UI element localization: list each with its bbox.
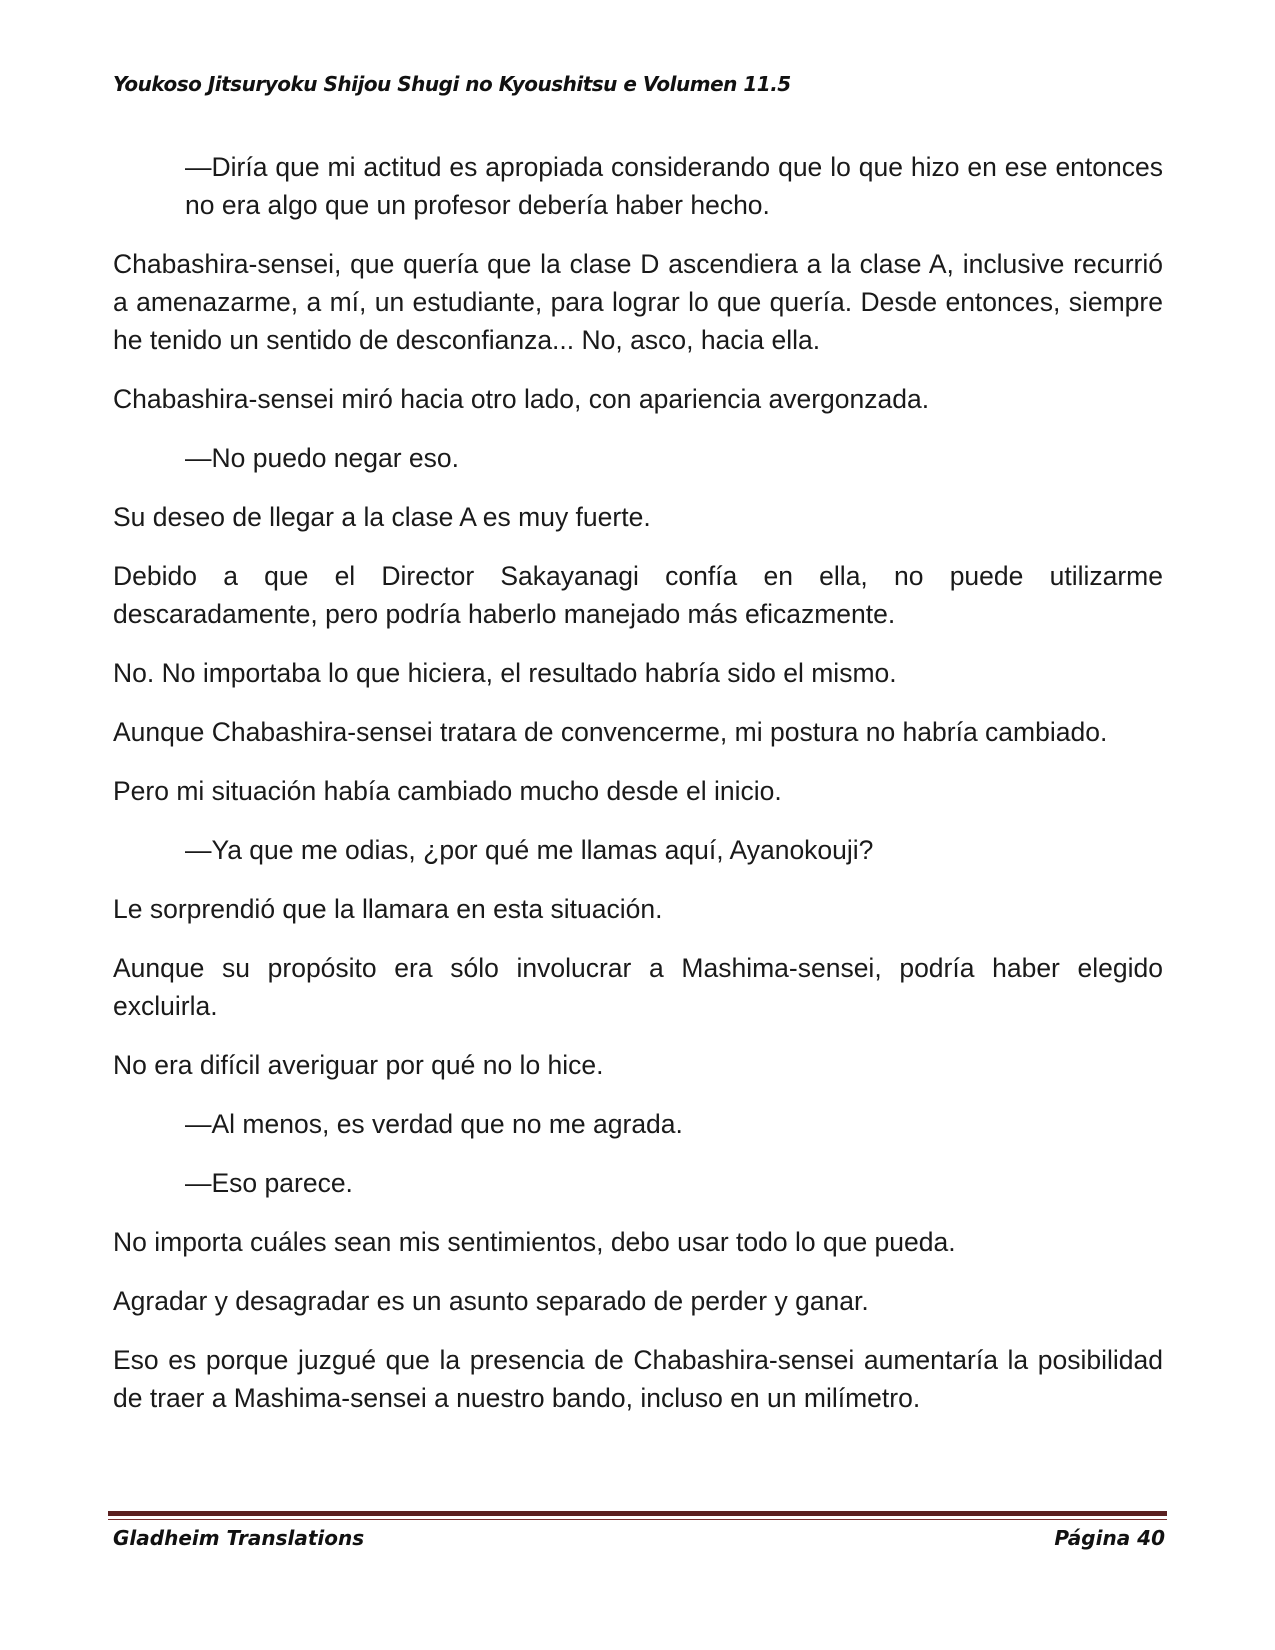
paragraph: Pero mi situación había cambiado mucho desde el inicio.: [113, 776, 782, 806]
paragraph: Chabashira-sensei miró hacia otro lado, con apariencia avergonzada.: [113, 384, 930, 414]
paragraph-dialog: —Diría que mi actitud es apropiada considerando que lo que hizo en ese entonces no era algo que un profesor debería haber hecho.: [185, 152, 1163, 220]
paragraph: No era difícil averiguar por qué no lo hice.: [113, 1050, 604, 1080]
footer-translator: Gladheim Translations: [113, 1526, 365, 1550]
paragraph: Agradar y desagradar es un asunto separado de perder y ganar.: [113, 1286, 869, 1316]
paragraph: No importa cuáles sean mis sentimientos, debo usar todo lo que pueda.: [113, 1227, 956, 1257]
paragraph: Eso es porque juzgué que la presencia de Chabashira-sensei aumentaría la posibilidad de traer a Mashima-sensei a nuestro bando, incluso en un milímetro.: [113, 1345, 1163, 1413]
paragraph: Aunque Chabashira-sensei tratara de convencerme, mi postura no habría cambiado.: [113, 717, 1108, 747]
page-header-title: Youkoso Jitsuryoku Shijou Shugi no Kyoushitsu e Volumen 11.5: [113, 72, 791, 96]
paragraph: Su deseo de llegar a la clase A es muy fuerte.: [113, 502, 651, 532]
paragraph-dialog: —No puedo negar eso.: [185, 443, 460, 473]
paragraph: Le sorprendió que la llamara en esta situación.: [113, 894, 663, 924]
paragraph: Debido a que el Director Sakayanagi confía en ella, no puede utilizarme descaradamente, pero podría haberlo manejado más eficazmente.: [113, 561, 1163, 629]
paragraph: Aunque su propósito era sólo involucrar a Mashima-sensei, podría haber elegido excluirla.: [113, 953, 1163, 1021]
paragraph-dialog: —Al menos, es verdad que no me agrada.: [185, 1109, 683, 1139]
paragraph: No. No importaba lo que hiciera, el resultado habría sido el mismo.: [113, 658, 897, 688]
footer-divider: [108, 1511, 1167, 1516]
paragraph: Chabashira-sensei, que quería que la clase D ascendiera a la clase A, inclusive recurrió a amenazarme, a mí, un estudiante, para lograr lo que quería. Desde entonces, siempre he tenido un sentido de desconfianza... No, asco, hacia ella.: [113, 249, 1163, 355]
paragraph-dialog: —Eso parece.: [185, 1168, 353, 1198]
paragraph-dialog: —Ya que me odias, ¿por qué me llamas aquí, Ayanokouji?: [185, 835, 874, 865]
footer-divider-thin: [108, 1519, 1167, 1520]
page-body: [113, 148, 1163, 1438]
footer-page-number: Página 40: [1054, 1526, 1165, 1550]
